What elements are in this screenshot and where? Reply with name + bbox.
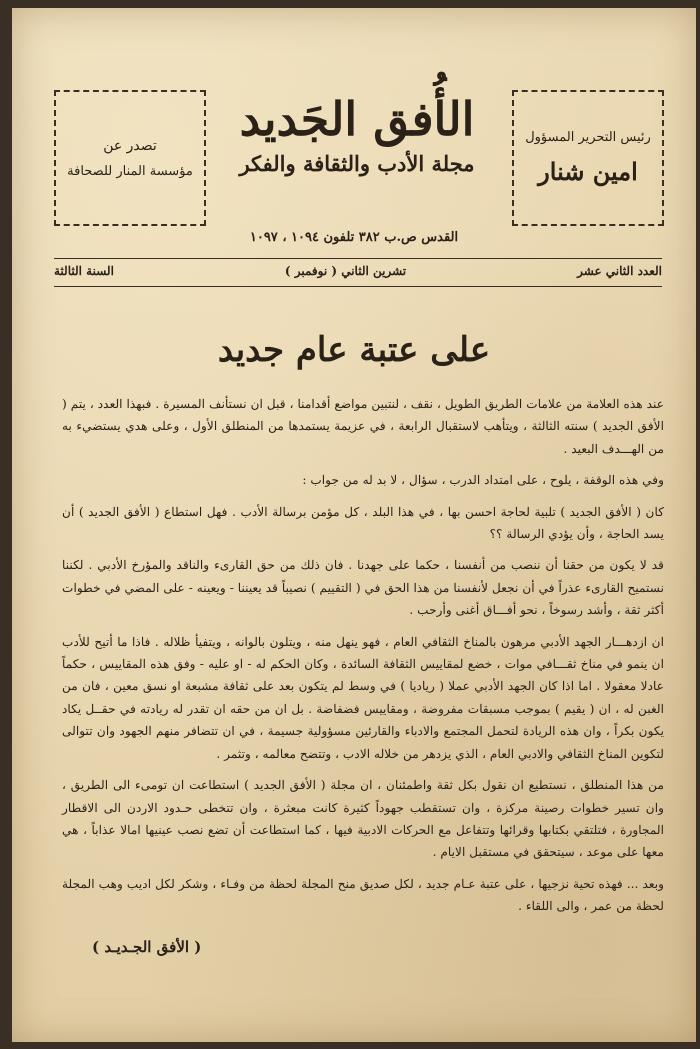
masthead [212,94,502,176]
magazine-title: الأُفق الجَديد [239,92,475,146]
issue-number: العدد الثاني عشر [577,264,662,278]
article-body [62,393,664,927]
publisher-box [54,90,206,226]
editor-name: امين شنار [538,157,638,186]
paragraph: كان ( الأفق الجديد ) تلبية لحاجة احسن بها ، في هذا البلد ، كل مؤمن برسالة الأدب . فهل استطاع ( الأفق الجديد ) أن يسد الحاجة ، وأن يؤدي الرسالة ؟؟ [62,504,664,542]
magazine-page [12,8,696,1042]
bottom-rule [54,286,662,287]
publisher-name: مؤسسة المنار للصحافة [67,163,193,179]
paragraph: من هذا المنطلق ، نستطيع ان نقول بكل ثقة واطمئنان ، ان مجلة ( الأفق الجديد ) استطاعت ان تومىء الى الطريق ، وان تسير خطوات رصينة مركزة ، وان تستقطب جهوداً كثيرة كانت مبعثرة ، وان تتخطى حـدود الاردن الى الاقطار المجاورة ، فتلتقي بكتابها وقرائها وتتفاعل مع الحركات الادبية فيها ، كما استطاعت أن تضع نصب عينيها امالا عذاباً ، هي معها على موعد ، سيتحقق في مستقبل الايام . [62,778,664,860]
paragraph: ان ازدهـــار الجهد الأدبي مرهون بالمناخ الثقافي العام ، فهو ينهل منه ، ويتلون بالوانه ، ويتفيأ ظلاله . فاذا ما أتيح للأدب ان ينمو في مناخ ثقـــافي موات ، خضع لمقاييس الثقافة السائدة ، وكان الحكم له - او عليه - وفق هذه المقاييس ، حكماً عادلا معقولا . اما اذا كان الجهد الأدبي عملا ( رياديا ) في وسط لم يتكون بعد على ثقافة مشبعة او نسق معين ، فان من الغبن له ، ان ( يقيم ) بموجب مسبقات مفروضة ، ومقاييس فضفاضة . بل ان من حقه ان تقدر له ريادته في حقــل يكاد يكون بكراً ، وان هذه الريادة لتحمل المجتمع والادباء والقارئين مسؤولية جسيمة ، في ان تتضافر منهم الجهود وان تتوالى لتكوين المناخ الثقافي والادبي العام ، الذي يزدهر من خلاله الادب ، وتتضح معالمه ، وتثمر . [62,634,664,761]
issue-year: السنة الثالثة [54,264,114,278]
top-rule [54,258,662,259]
editor-label: رئيس التحرير المسؤول [525,130,651,145]
publisher-label: تصدر عن [103,137,157,154]
paragraph: عند هذه العلامة من علامات الطريق الطويل ، نقف ، لنتبين مواضع أقدامنا ، قبل ان نستأنف المسيرة . فبهذا العدد ، يتم ( الأفق الجديد ) سنته الثالثة ، ويتأهب لاستقبال الرابعة ، في عزيمة يستمدها من المنطلق الأول ، وعلى هدي يستضيء به من الهـــدف البعيد . [62,397,664,456]
contact-address: القدس ص.ب ٣٨٢ تلفون ١٠٩٤ ، ١٠٩٧ [249,230,459,245]
article-headline: على عتبة عام جديد [217,330,491,370]
paragraph: وبعد ... فهذه تحية نزجيها ، على عتبة عـام جديد ، لكل صديق منح المجلة لحظة من وفـاء ، وشكر لكل اديب وهب المجلة لحظة من عمر ، والى اللقاء . [62,876,664,914]
issue-info-row [54,264,662,278]
paragraph: وفي هذه الوقفة ، يلوح ، على امتداد الدرب ، سؤال ، لا بد له من جواب : [302,473,664,488]
magazine-subtitle: مجلة الأدب والثقافة والفكر [239,150,475,176]
paragraph: قد لا يكون من حقنا أن ننصب من أنفسنا ، حكما على جهدنا . فان ذلك من حق القارىء والناقد والمؤرخ الأدبي . لكننا نستميح القارىء عذراً في أن نجعل لأنفسنا من هذا الحق في ( التقييم ) نصيباً قد يعيننا - ويعينه - على المضي في خطوات أكثر ثقة ، وأشد رسوخاً ، نحو أفـــاق أغنى وأرحب . [62,558,664,618]
editor-box [512,90,664,226]
issue-month: تشرين الثاني ( نوفمبر ) [284,264,407,278]
article-signature: ( الأفق الجـديـد ) [92,938,202,956]
